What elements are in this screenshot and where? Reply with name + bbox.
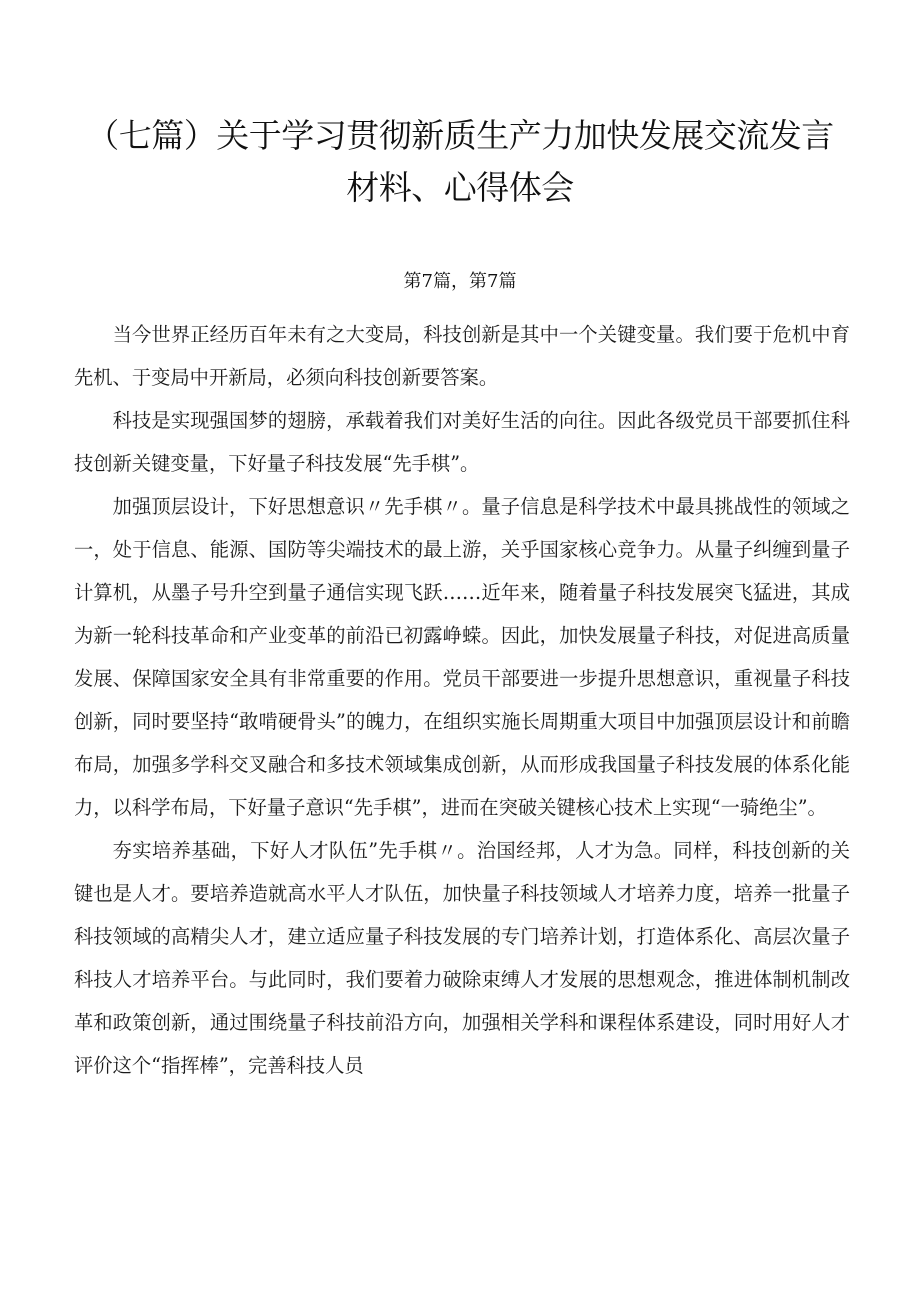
paragraph-1: 当今世界正经历百年未有之大变局，科技创新是其中一个关键变量。我们要于危机中育先机、于变局中开新局，必须向科技创新要答案。 — [74, 323, 850, 389]
paragraph-3: 加强顶层设计，下好思想意识〃先手棋〃。量子信息是科学技术中最具挑战性的领域之一，处于信息、能源、国防等尖端技术的最上游，关乎国家核心竞争力。从量子纠缠到量子计算机，从墨子号升空到量子通信实现飞跃……近年来，随着量子科技发展突飞猛进，其成为新一轮科技革命和产业变革的前沿已初露峥蝾。因此，加快发展量子科技，对促进高质量发展、保障国家安全具有非常重要的作用。党员干部要进一步提升思想意识，重视量子科技创新，同时要坚持“敢啃硬骨头”的魄力，在组织实施长周期重大项目中加强顶层设计和前瞻布局，加强多学科交叉融合和多技术领域集成创新，从而形成我国量子科技发展的体系化能力，以科学布局，下好量子意识“先手棋”，进而在突破关键核心技术上实现“一骑绝尘”。 — [74, 495, 850, 819]
body-text — [74, 313, 850, 1087]
title-line-1: （七篇）关于学习贯彻新质生产力加快发展交流发言 — [86, 116, 834, 155]
title-line-2: 材料、心得体会 — [346, 168, 574, 207]
document-title — [80, 110, 840, 214]
section-heading: 第7篇，第7篇 — [403, 271, 517, 292]
paragraph-2: 科技是实现强国梦的翅膀，承载着我们对美好生活的向往。因此各级党员干部要抓住科技创新关键变量，下好量子科技发展“先手棋”。 — [74, 409, 850, 475]
paragraph-4: 夯实培养基础，下好人才队伍”先手棋〃。治国经邦，人才为急。同样，科技创新的关键也是人才。要培养造就高水平人才队伍，加快量子科技领域人才培养力度，培养一批量子科技领域的高精尖人才，建立适应量子科技发展的专门培养计划，打造体系化、高层次量子科技人才培养平台。与此同时，我们要着力破除束缚人才发展的思想观念，推进体制机制改革和政策创新，通过围绕量子科技前沿方向，加强相关学科和课程体系建设，同时用好人才评价这个“指挥棒”，完善科技人员 — [74, 839, 850, 1077]
